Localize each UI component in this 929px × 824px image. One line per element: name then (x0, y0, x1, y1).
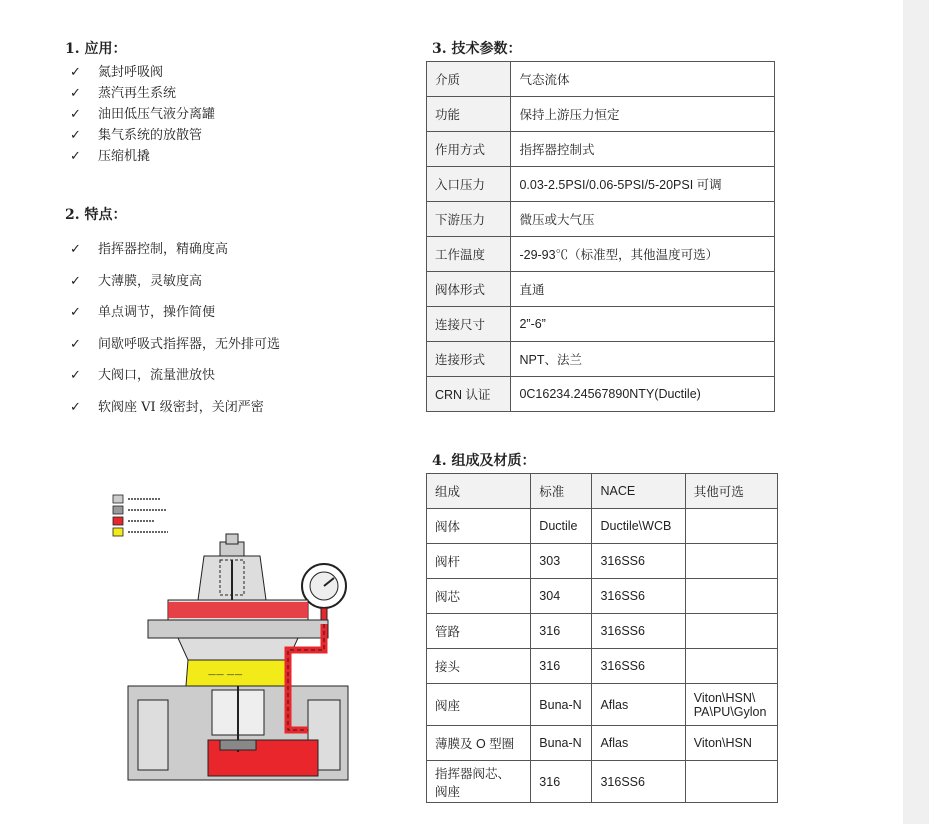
list-item-text: 大薄膜，灵敏度高 (98, 273, 203, 289)
list-item (70, 266, 280, 298)
list-item-text: 压缩机撬 (98, 149, 151, 164)
table-row (427, 272, 775, 307)
check-icon: ✓ (70, 399, 81, 415)
table-cell (685, 649, 777, 684)
diagram-legend (113, 495, 168, 536)
table-cell: 316SS6 (592, 614, 685, 649)
table-row (427, 132, 775, 167)
param-name-cell: 介质 (427, 62, 511, 97)
table-cell: 316 (531, 614, 592, 649)
section-3-heading: 3. 技术参数： (432, 41, 522, 57)
table-cell (685, 614, 777, 649)
table-cell: 管路 (427, 614, 531, 649)
check-icon: ✓ (70, 107, 81, 122)
table-cell: Ductile (531, 509, 592, 544)
list-item (70, 125, 215, 146)
param-value-cell: NPT、法兰 (511, 342, 775, 377)
list-item (70, 297, 280, 329)
column-header: 其他可选 (685, 474, 777, 509)
table-cell: 接头 (427, 649, 531, 684)
list-item-text: 大阀口，流量泄放快 (98, 368, 216, 383)
table-cell (685, 509, 777, 544)
param-value-cell: 0C16234.24567890NTY(Ductile) (511, 377, 775, 412)
table-row (427, 342, 775, 377)
table-cell: 阀座 (427, 684, 531, 726)
table-cell: Aflas (592, 684, 685, 726)
list-item-text: 油田低压气液分离罐 (98, 107, 216, 122)
scrollbar-track[interactable] (903, 0, 929, 824)
list-item-text: 软阀座 VI 级密封，关闭严密 (98, 399, 264, 415)
control-chamber (186, 660, 290, 686)
table-cell: 316 (531, 761, 592, 803)
check-icon: ✓ (70, 65, 81, 80)
list-item (70, 104, 215, 125)
table-cell: 阀体 (427, 509, 531, 544)
list-item (70, 234, 280, 266)
param-name-cell: 功能 (427, 97, 511, 132)
table-row (427, 579, 778, 614)
param-name-cell: 连接尺寸 (427, 307, 511, 342)
param-value-cell: 指挥器控制式 (511, 132, 775, 167)
check-icon: ✓ (70, 86, 81, 101)
table-cell: 阀芯 (427, 579, 531, 614)
section-4-heading: 4. 组成及材质： (432, 453, 536, 469)
list-item (70, 392, 280, 424)
table-header-row (427, 474, 778, 509)
table-cell: Buna-N (531, 726, 592, 761)
table-cell: 304 (531, 579, 592, 614)
check-icon: ✓ (70, 336, 81, 352)
applications-list (70, 62, 215, 167)
list-item-text: 氮封呼吸阀 (98, 65, 164, 80)
svg-text:—— ——: —— —— (208, 670, 243, 679)
table-row (427, 237, 775, 272)
table-row (427, 62, 775, 97)
table-cell: Ductile\WCB (592, 509, 685, 544)
param-name-cell: 工作温度 (427, 237, 511, 272)
param-name-cell: 下游压力 (427, 202, 511, 237)
param-value-cell: 气态流体 (511, 62, 775, 97)
param-value-cell: 2”-6” (511, 307, 775, 342)
list-item-text: 蒸汽再生系统 (98, 86, 177, 101)
check-icon: ✓ (70, 368, 81, 383)
table-row (427, 202, 775, 237)
table-cell (685, 761, 777, 803)
list-item (70, 329, 280, 361)
table-cell: 316SS6 (592, 579, 685, 614)
table-row (427, 684, 778, 726)
list-item-text: 指挥器控制，精确度高 (98, 242, 229, 257)
table-cell: Aflas (592, 726, 685, 761)
pilot-regulator (198, 534, 266, 610)
column-header: NACE (592, 474, 685, 509)
table-cell: 阀杆 (427, 544, 531, 579)
table-cell: 指挥器阀芯、阀座 (427, 761, 531, 803)
table-cell: 316 (531, 649, 592, 684)
table-row (427, 167, 775, 202)
table-cell: 316SS6 (592, 544, 685, 579)
list-item (70, 83, 215, 104)
table-cell: 316SS6 (592, 649, 685, 684)
table-row (427, 761, 778, 803)
valve-body (128, 686, 348, 780)
table-row (427, 544, 778, 579)
table-cell: 316SS6 (592, 761, 685, 803)
table-row (427, 509, 778, 544)
section-2-heading: 2. 特点： (65, 207, 127, 223)
table-cell: 薄膜及 O 型圈 (427, 726, 531, 761)
param-name-cell: 连接形式 (427, 342, 511, 377)
section-1-heading: 1. 应用： (65, 41, 127, 57)
table-cell (685, 579, 777, 614)
pressure-gauge (302, 564, 346, 624)
param-value-cell: 0.03-2.5PSI/0.06-5PSI/5-20PSI 可调 (511, 167, 775, 202)
table-cell: Viton\HSN\ PA\PU\Gylon (685, 684, 777, 726)
param-name-cell: CRN 认证 (427, 377, 511, 412)
list-item-text: 集气系统的放散管 (98, 128, 203, 143)
check-icon: ✓ (70, 305, 81, 320)
param-value-cell: -29-93℃（标准型，其他温度可选） (511, 237, 775, 272)
list-item (70, 62, 215, 83)
valve-cross-section-diagram (108, 490, 378, 790)
table-cell: Viton\HSN (685, 726, 777, 761)
table-row (427, 726, 778, 761)
column-header: 组成 (427, 474, 531, 509)
table-row (427, 307, 775, 342)
check-icon: ✓ (70, 149, 81, 164)
composition-materials-table (426, 473, 778, 803)
features-list (70, 234, 280, 423)
table-cell: Buna-N (531, 684, 592, 726)
param-value-cell: 保持上游压力恒定 (511, 97, 775, 132)
list-item-text: 间歇呼吸式指挥器，无外排可选 (98, 336, 281, 352)
param-name-cell: 作用方式 (427, 132, 511, 167)
column-header: 标准 (531, 474, 592, 509)
table-row (427, 649, 778, 684)
check-icon: ✓ (70, 128, 81, 143)
list-item (70, 360, 280, 392)
check-icon: ✓ (70, 273, 81, 289)
check-icon: ✓ (70, 242, 81, 257)
table-cell: 303 (531, 544, 592, 579)
table-row (427, 97, 775, 132)
list-item (70, 146, 215, 167)
table-cell (685, 544, 777, 579)
table-row (427, 377, 775, 412)
list-item-text: 单点调节，操作简便 (98, 305, 216, 320)
param-value-cell: 微压或大气压 (511, 202, 775, 237)
param-name-cell: 阀体形式 (427, 272, 511, 307)
param-value-cell: 直通 (511, 272, 775, 307)
param-name-cell: 入口压力 (427, 167, 511, 202)
table-row (427, 614, 778, 649)
technical-parameters-table (426, 61, 775, 412)
